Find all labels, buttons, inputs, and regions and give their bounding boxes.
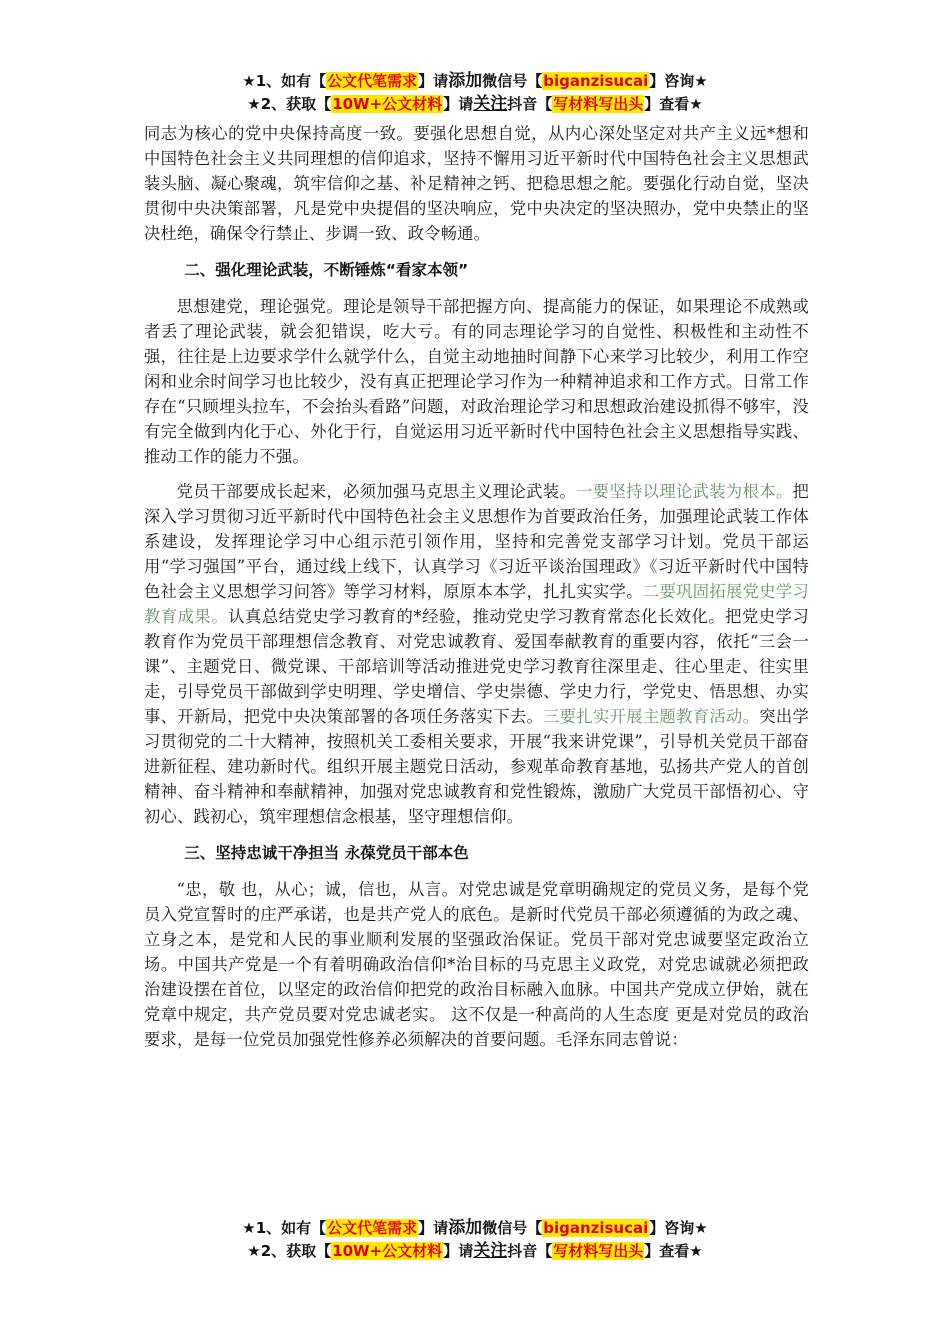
banner-emphasis: 添加 [448, 1218, 483, 1238]
banner-emphasis: 关注 [473, 94, 508, 114]
document-body [144, 121, 809, 1052]
banner-text: ★2、获取【 [247, 95, 332, 113]
banner-emphasis: 关注 [473, 1241, 508, 1261]
banner-text: 】咨询★ [649, 72, 708, 90]
bottom-banner [0, 1217, 950, 1263]
banner-highlight: 10W+公文材料 [332, 1242, 443, 1260]
point-1-title: 一要坚持以理论武装为根本。 [576, 482, 793, 501]
banner-text: 】请 [443, 1242, 474, 1260]
banner-text: 】请 [443, 95, 474, 113]
banner-wechat-id: biganzisucai [543, 72, 649, 90]
banner-text: ★1、如有【 [242, 72, 327, 90]
banner-emphasis: 添加 [448, 71, 483, 91]
banner-douyin-id: 写材料写出头 [553, 1242, 644, 1260]
banner-text: 】咨询★ [649, 1219, 708, 1237]
section-heading-3: 三、坚持忠诚干净担当 永葆党员干部本色 [184, 844, 469, 862]
banner-text: 微信号【 [482, 1219, 543, 1237]
point-1-text: 把深入学习贯彻习近平新时代中国特色社会主义思想作为首要政治任务，加强理论武装工作体系建设，发挥理论学习中心组示范引领作用，坚持和完善党支部学习计划。党员干部运用“学习强国”平台，通过线上线下，认真学习《习近平谈治国理政》《习近平新时代中国特色社会主义思想学习问答》等学习材料，原原本本学，扎扎实实学。 [144, 482, 809, 601]
top-banner [0, 70, 950, 116]
banner-text: ★1、如有【 [242, 1219, 327, 1237]
banner-text: ★2、获取【 [247, 1242, 332, 1260]
banner-text: 】查看★ [644, 95, 703, 113]
point-2-title: 二要巩固拓展党史学习教育成果。 [144, 582, 809, 626]
banner-text: 微信号【 [482, 72, 543, 90]
banner-text: 抖音【 [507, 1242, 553, 1260]
banner-line-2 [0, 1240, 950, 1263]
banner-highlight: 10W+公文材料 [332, 95, 443, 113]
section-heading-2: 二、强化理论武装，不断锤炼“看家本领” [184, 261, 469, 279]
banner-highlight: 公文代笔需求 [327, 72, 418, 90]
banner-line-2 [0, 93, 950, 116]
point-3-text: 突出学习贯彻党的二十大精神，按照机关工委相关要求，开展“我来讲党课”，引导机关党员干部奋进新征程、建功新时代。组织开展主题党日活动，参观革命教育基地，弘扬共产党人的首创精神、奋斗精神和奉献精神，加强对党忠诚教育和党性锻炼，激励广大党员干部悟初心、守初心、践初心，筑牢理想信念根基，坚守理想信仰。 [144, 707, 809, 826]
banner-wechat-id: biganzisucai [543, 1219, 649, 1237]
banner-douyin-id: 写材料写出头 [553, 95, 644, 113]
banner-highlight: 公文代笔需求 [327, 1219, 418, 1237]
banner-text: 】请 [418, 1219, 449, 1237]
paragraph-2: 思想建党，理论强党。理论是领导干部把握方向、提高能力的保证，如果理论不成熟或者丢了理论武装，就会犯错误，吃大亏。有的同志理论学习的自觉性、积极性和主动性不强，往往是上边要求学什么就学什么，自觉主动地抽时间静下心来学习比较少，利用工作空闲和业余时间学习也比较少，没有真正把理论学习作为一种精神追求和工作方式。日常工作存在“只顾埋头拉车，不会抬头看路”问题，对政治理论学习和思想政治建设抓得不够牢，没有完全做到内化于心、外化于行，自觉运用习近平新时代中国特色社会主义思想指导实践、推动工作的能力不强。 [144, 297, 809, 466]
paragraph-1: 同志为核心的党中央保持高度一致。要强化思想自觉，从内心深处坚定对共产主义远*想和中国特色社会主义共同理想的信仰追求，坚持不懈用习近平新时代中国特色社会主义思想武装头脑、凝心聚魂，筑牢信仰之基、补足精神之钙、把稳思想之舵。要强化行动自觉，坚决贯彻中央决策部署，凡是党中央提倡的坚决响应，党中央决定的坚决照办，党中央禁止的坚决杜绝，确保令行禁止、步调一致、政令畅通。 [144, 124, 809, 243]
banner-line-1 [0, 70, 950, 93]
point-2-text: 认真总结党史学习教育的*经验，推动党史学习教育常态化长效化。把党史学习教育作为党员干部理想信念教育、对党忠诚教育、爱国奉献教育的重要内容，依托“三会一课”、主题党日、微党课、干部培训等活动推进党史学习教育往深里走、往心里走、往实里走，引导党员干部做到学史明理、学史增信、学史崇德、学史力行，学党史、悟思想、办实事、开新局，把党中央决策部署的各项任务落实下去。 [144, 607, 809, 726]
banner-text: 】查看★ [644, 1242, 703, 1260]
paragraph-4: “忠，敬 也，从心；诚，信也，从言。对党忠诚是党章明确规定的党员义务，是每个党员入党宣誓时的庄严承诺，也是共产党人的底色。是新时代党员干部必须遵循的为政之魂、立身之本，是党和人民的事业顺利发展的坚强政治保证。党员干部对党忠诚要坚定政治立场。中国共产党是一个有着明确政治信仰*治目标的马克思主义政党，对党忠诚就必须把政治建设摆在首位，以坚定的政治信仰把党的政治目标融入血脉。中国共产党成立伊始，就在党章中规定，共产党员要对党忠诚老实。 这不仅是一种高尚的人生态度 更是对党员的政治要求，是每一位党员加强党性修养必须解决的首要问题。毛泽东同志曾说： [144, 880, 809, 1049]
banner-text: 】请 [418, 72, 449, 90]
paragraph-3 [144, 479, 809, 829]
paragraph-3-lead: 党员干部要成长起来，必须加强马克思主义理论武装。 [176, 482, 577, 501]
banner-text: 抖音【 [507, 95, 553, 113]
point-3-title: 三要扎实开展主题教育活动。 [543, 707, 760, 726]
banner-line-1 [0, 1217, 950, 1240]
